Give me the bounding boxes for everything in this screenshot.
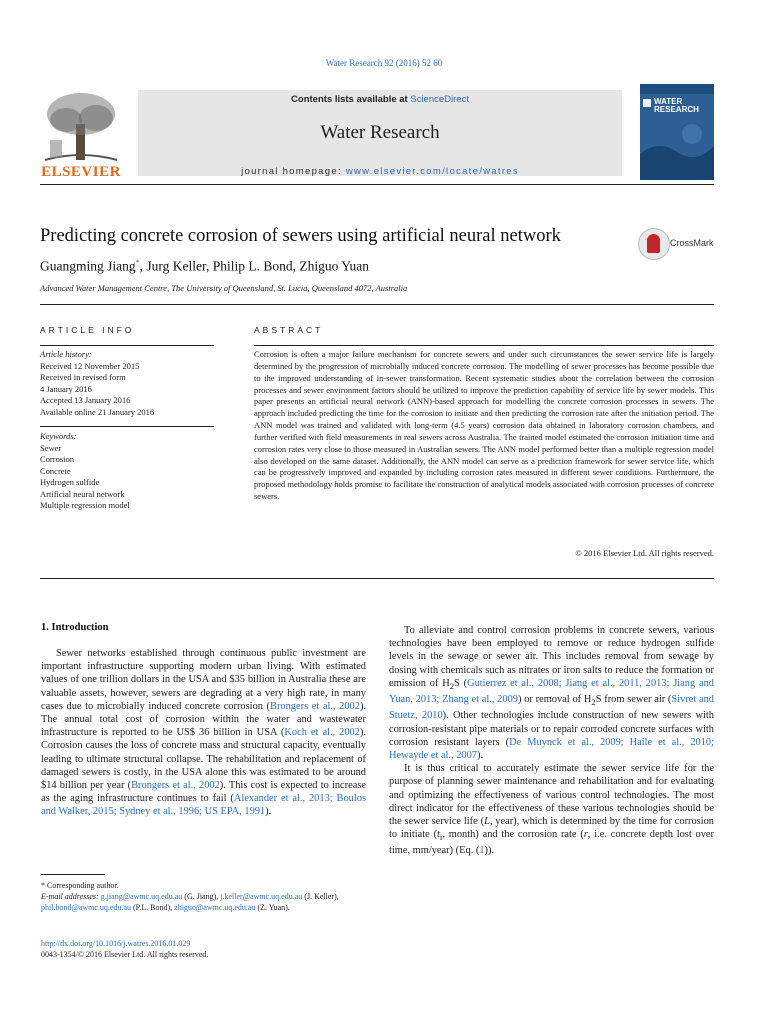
keywords [40, 431, 214, 512]
intro-paragraph-1 [41, 647, 366, 819]
body-column-right [389, 624, 714, 858]
article-info-heading: ARTICLE INFO [40, 325, 135, 335]
text-span: ). [477, 749, 484, 761]
sciencedirect-link[interactable]: ScienceDirect [410, 94, 469, 105]
article-info-rule [40, 345, 214, 346]
text-span: ). Other technologies include construction of new sewers with corrosion-resistant pipe materials or to repair corroded concrete surfaces with corrosion resistant layers ( [389, 710, 714, 748]
text-span: , i.e. concrete depth lost over time, mm/year) (Eq. ( [389, 829, 714, 857]
section-heading-introduction: 1. Introduction [41, 622, 109, 633]
footnote-rule [41, 874, 105, 875]
article-history [40, 349, 214, 418]
journal-homepage [138, 166, 622, 177]
text-span: ). Corrosion causes the loss of concrete mass and structural capacity, eventually leading to ultimate structural collapse. The rehabilitation and replacement of damaged sewers is costly, in the USA alone this was estimated to be around $14 billion per year ( [41, 727, 366, 792]
email-addresses [41, 891, 366, 913]
text-span: S ( [454, 677, 468, 689]
journal-citation[interactable]: Water Research 92 (2016) 52 60 [325, 58, 443, 68]
text-span: S from sewer air ( [595, 694, 672, 706]
journal-banner [138, 90, 622, 176]
reference-link[interactable]: Brongers et al., 2002 [270, 700, 360, 712]
reference-link[interactable]: Gutierrez et al., 2008; Jiang et al., 2011, 2013; Jiang and Yuan, 2013; Zhang et al., 2009 [389, 677, 714, 706]
history-item: Received 12 November 2015 [40, 360, 140, 371]
keyword-item: Multiple regression model [40, 500, 130, 510]
abstract-heading: ABSTRACT [254, 325, 324, 335]
homepage-link[interactable]: www.elsevier.com/locate/watres [345, 166, 519, 177]
affiliation: Advanced Water Management Centre, The University of Queensland, St. Lucia, Queensland 4072, Australia [40, 283, 408, 293]
author-list [40, 258, 369, 275]
abstract-rule [254, 345, 714, 346]
email-link[interactable]: phil.bond@awmc.uq.edu.au [41, 903, 132, 912]
cover-title-line-2: RESEARCH [654, 105, 699, 114]
text-span: ). This cost is expected to increase as the aging infrastructure continues to fail ( [41, 780, 367, 805]
keyword-item: Sewer [40, 442, 62, 453]
email-owner: (J. Keller), [304, 892, 339, 901]
reference-link[interactable]: Brongers et al., 2002 [131, 780, 220, 792]
reference-link[interactable]: Koch et al., 2002 [284, 727, 360, 739]
subscript: 2 [449, 680, 455, 691]
doi-link[interactable]: http://dx.doi.org/10.1016/j.watres.2016.01.029 [41, 939, 191, 948]
history-item: Accepted 13 January 2016 [40, 395, 131, 405]
author-jiang: Guangming Jiang [40, 258, 136, 274]
symbol-t: t [437, 829, 440, 841]
email-link[interactable]: zhiguo@awmc.uq.edu.au [174, 903, 256, 912]
crossmark-button[interactable] [638, 228, 718, 260]
text-span: It is thus critical to accurately estimate the sewer service life for the purpose of planning sewer maintenance and rehabilitation and for evaluating and optimizing the effectiveness of various control technologies. The most direct indicator for the effectiveness of these various technologies should be the sewer service life ( [389, 763, 714, 827]
keyword-item: Concrete [40, 465, 71, 476]
cover-title-line-1: WATER [654, 97, 683, 106]
intro-paragraph-2 [389, 624, 714, 762]
text-span: )). [484, 845, 495, 857]
text-span: To alleviate and control corrosion problems in concrete sewers, various technologies have been employed to remove or reduce hydrogen sulfide levels in the sewage or sewer air. This includes removal from sewage by dosing with chemicals such as nitrates or iron salts to reduce the formation or emission of H [389, 625, 714, 689]
other-authors: , Jurg Keller, Philip L. Bond, Zhiguo Yuan [139, 258, 369, 274]
contents-prefix: Contents lists available at [291, 94, 411, 105]
email-owner: (P.L. Bond), [131, 903, 175, 912]
body-column-left [41, 647, 366, 819]
text-span: ). The annual total cost of corrosion within the water and wastewater infrastructure is reported to be US$ 36 billion in USA ( [41, 700, 366, 739]
issn-copyright: 0043-1354/© 2016 Elsevier Ltd. All rights reserved. [41, 950, 209, 959]
reference-link[interactable]: Alexander et al., 2013; Boulos and Walker, 2015; Sydney et al., 1996; US EPA, 1991 [41, 793, 366, 818]
cover-title [654, 98, 699, 114]
history-item: Available online 21 January 2016 [40, 406, 155, 417]
journal-cover [640, 84, 714, 180]
reference-link[interactable]: Sivret and Stuetz, 2010 [389, 694, 714, 722]
crossmark-label: CrossMark [670, 238, 714, 248]
keywords-label: Keywords: [40, 431, 77, 441]
keyword-item: Hydrogen sulfide [40, 477, 100, 487]
email-link[interactable]: j.keller@awmc.uq.edu.au [220, 892, 303, 901]
journal-title: Water Research [320, 122, 440, 143]
email-owner: (G. Jiang), [182, 892, 221, 901]
keyword-item: Corrosion [40, 454, 74, 464]
text-span: , year), which is determined by the time for corrosion to initiate ( [389, 816, 715, 841]
history-rule [40, 426, 214, 427]
header-rule [40, 184, 714, 185]
elsevier-wordmark: ELSEVIER [41, 164, 121, 180]
text-span: ) or removal of H [517, 694, 592, 706]
title-rule [40, 304, 714, 305]
symbol-L: L [484, 816, 490, 827]
subscript: i [439, 832, 443, 843]
history-label: Article history: [40, 349, 92, 359]
footnote [41, 880, 366, 913]
symbol-r: r [583, 829, 588, 841]
article-title: Predicting concrete corrosion of sewers using artificial neural network [40, 226, 561, 246]
corresponding-author-note: * Corresponding author. [41, 881, 119, 890]
subscript: 2 [591, 697, 596, 708]
doi-block [41, 938, 208, 960]
email-link[interactable]: g.jiang@awmc.uq.edu.au [100, 892, 183, 901]
text-span: , month) and the corrosion rate ( [442, 829, 584, 841]
abstract-copyright: © 2016 Elsevier Ltd. All rights reserved. [575, 548, 714, 558]
journal-header [40, 84, 714, 180]
keyword-item: Artificial neural network [40, 488, 125, 499]
abstract-end-rule [40, 578, 714, 579]
reference-link[interactable]: De Muynck et al., 2009; Haile et al., 2010; Hewayde et al., 2007 [389, 736, 714, 761]
abstract-text: Corrosion is often a major failure mechanism for concrete sewers and under such circumstances the sewer service life is largely determined by the progression of microbially induced concrete corrosion. The modelling of sewer processes has become possible due to the improved understanding of in-sewer transformation. Recent systematic studies about the correlation between the corrosion processes and sewer environment factors should be utilized to improve the prediction capability of service life by sewer models. This paper presents an artificial neural network (ANN)-based approach for modelling the concrete corrosion processes in sewers. The approach included predicting the time for the corrosion to initiate and then predicting the corrosion rate after the initiation period. The ANN model was trained and validated with long-term (4.5 years) corrosion data obtained in laboratory corrosion chambers, and further verified with field measurements in real sewers across Australia. The trained model estimated the corrosion initiation time and corrosion rates very close to those measured in Australian sewers. The ANN model performed better than a multiple regression model also developed on the same dataset. Additionally, the ANN model can serve as a prediction framework for sewer service life, which can be progressively improved and expanded by including corrosion rates measured in different sewer conditions. Furthermore, the proposed methodology holds promise to facilitate the construction of analytical models associated with corrosion processes of concrete sewers. [254, 349, 714, 502]
history-item: Received in revised form [40, 372, 126, 382]
text-span: Sewer networks established through continuous public investment are important infrastructure supporting modern urban living. With estimated values of one trillion dollars in the USA and $35 billion in Australia these are valuable assets, however, sewers are degrading at a very high rate, in many cases due to microbially induced concrete corrosion ( [41, 648, 366, 712]
intro-paragraph-3 [389, 762, 714, 858]
equation-link[interactable]: 1 [479, 845, 485, 857]
crossmark-icon [638, 228, 670, 260]
contents-line [138, 94, 622, 105]
homepage-prefix: journal homepage: [241, 166, 346, 177]
history-item: 4 January 2016 [40, 383, 92, 394]
text-span: ). [265, 806, 272, 818]
email-label: E-mail addresses: [41, 892, 99, 901]
email-owner: (Z. Yuan). [257, 903, 290, 912]
corresponding-author-mark[interactable]: * [135, 258, 140, 267]
